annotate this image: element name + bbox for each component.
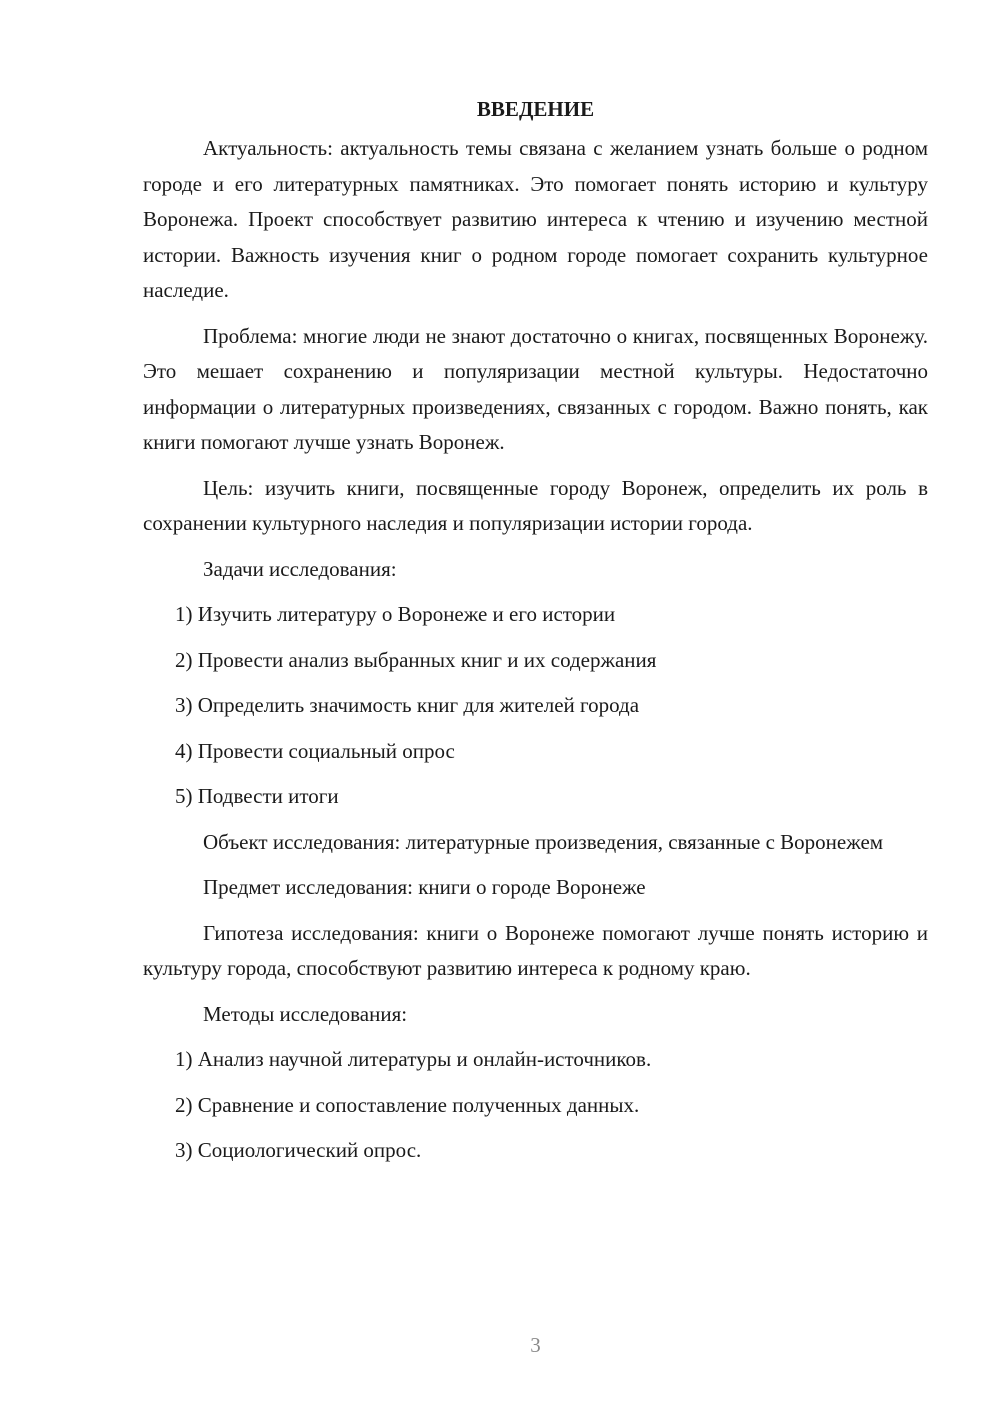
goal-paragraph: Цель: изучить книги, посвященные городу Воронеж, определить их роль в сохранении культурного наследия и популяризации истории города. [143, 475, 928, 535]
methods-list [143, 1042, 928, 1169]
task-item: 3) Определить значимость книг для жителей города [175, 693, 640, 717]
page-number: 3 [530, 1333, 541, 1357]
tasks-list [143, 597, 928, 815]
object-paragraph: Объект исследования: литературные произведения, связанные с Воронежем [203, 829, 884, 854]
method-item: 2) Сравнение и сопоставление полученных данных. [175, 1092, 640, 1117]
relevance-paragraph: Актуальность: актуальность темы связана с желанием узнать больше о родном городе и его литературных памятниках. Это помогает понять историю и культуру Воронежа. Проект способствует развитию интереса к чтению и изучению местной истории. Важность изучения книг о родном городе помогает сохранить культурное наследие. [143, 136, 928, 302]
methods-label: Методы исследования: [203, 1001, 408, 1026]
document-page [143, 92, 928, 1179]
subject-paragraph: Предмет исследования: книги о городе Воронеже [203, 875, 646, 899]
task-item: 2) Провести анализ выбранных книг и их содержания [175, 647, 657, 672]
task-item: 1) Изучить литературу о Воронеже и его истории [175, 602, 616, 626]
problem-paragraph: Проблема: многие люди не знают достаточно о книгах, посвященных Воронежу. Это мешает сохранению и популяризации местной культуры. Недостаточно информации о литературных произведениях, связанных с городом. Важно понять, как книги помогают лучше узнать Воронеж. [143, 323, 928, 454]
task-item: 4) Провести социальный опрос [175, 738, 455, 763]
method-item: 1) Анализ научной литературы и онлайн-источников. [175, 1047, 652, 1071]
method-item: 3) Социологический опрос. [175, 1138, 422, 1162]
tasks-label: Задачи исследования: [203, 556, 397, 581]
task-item: 5) Подвести итоги [175, 784, 339, 808]
page-title: ВВЕДЕНИЕ [476, 97, 595, 121]
hypothesis-paragraph: Гипотеза исследования: книги о Воронеже помогают лучше понять историю и культуру города, способствуют развитию интереса к родному краю. [143, 920, 928, 980]
